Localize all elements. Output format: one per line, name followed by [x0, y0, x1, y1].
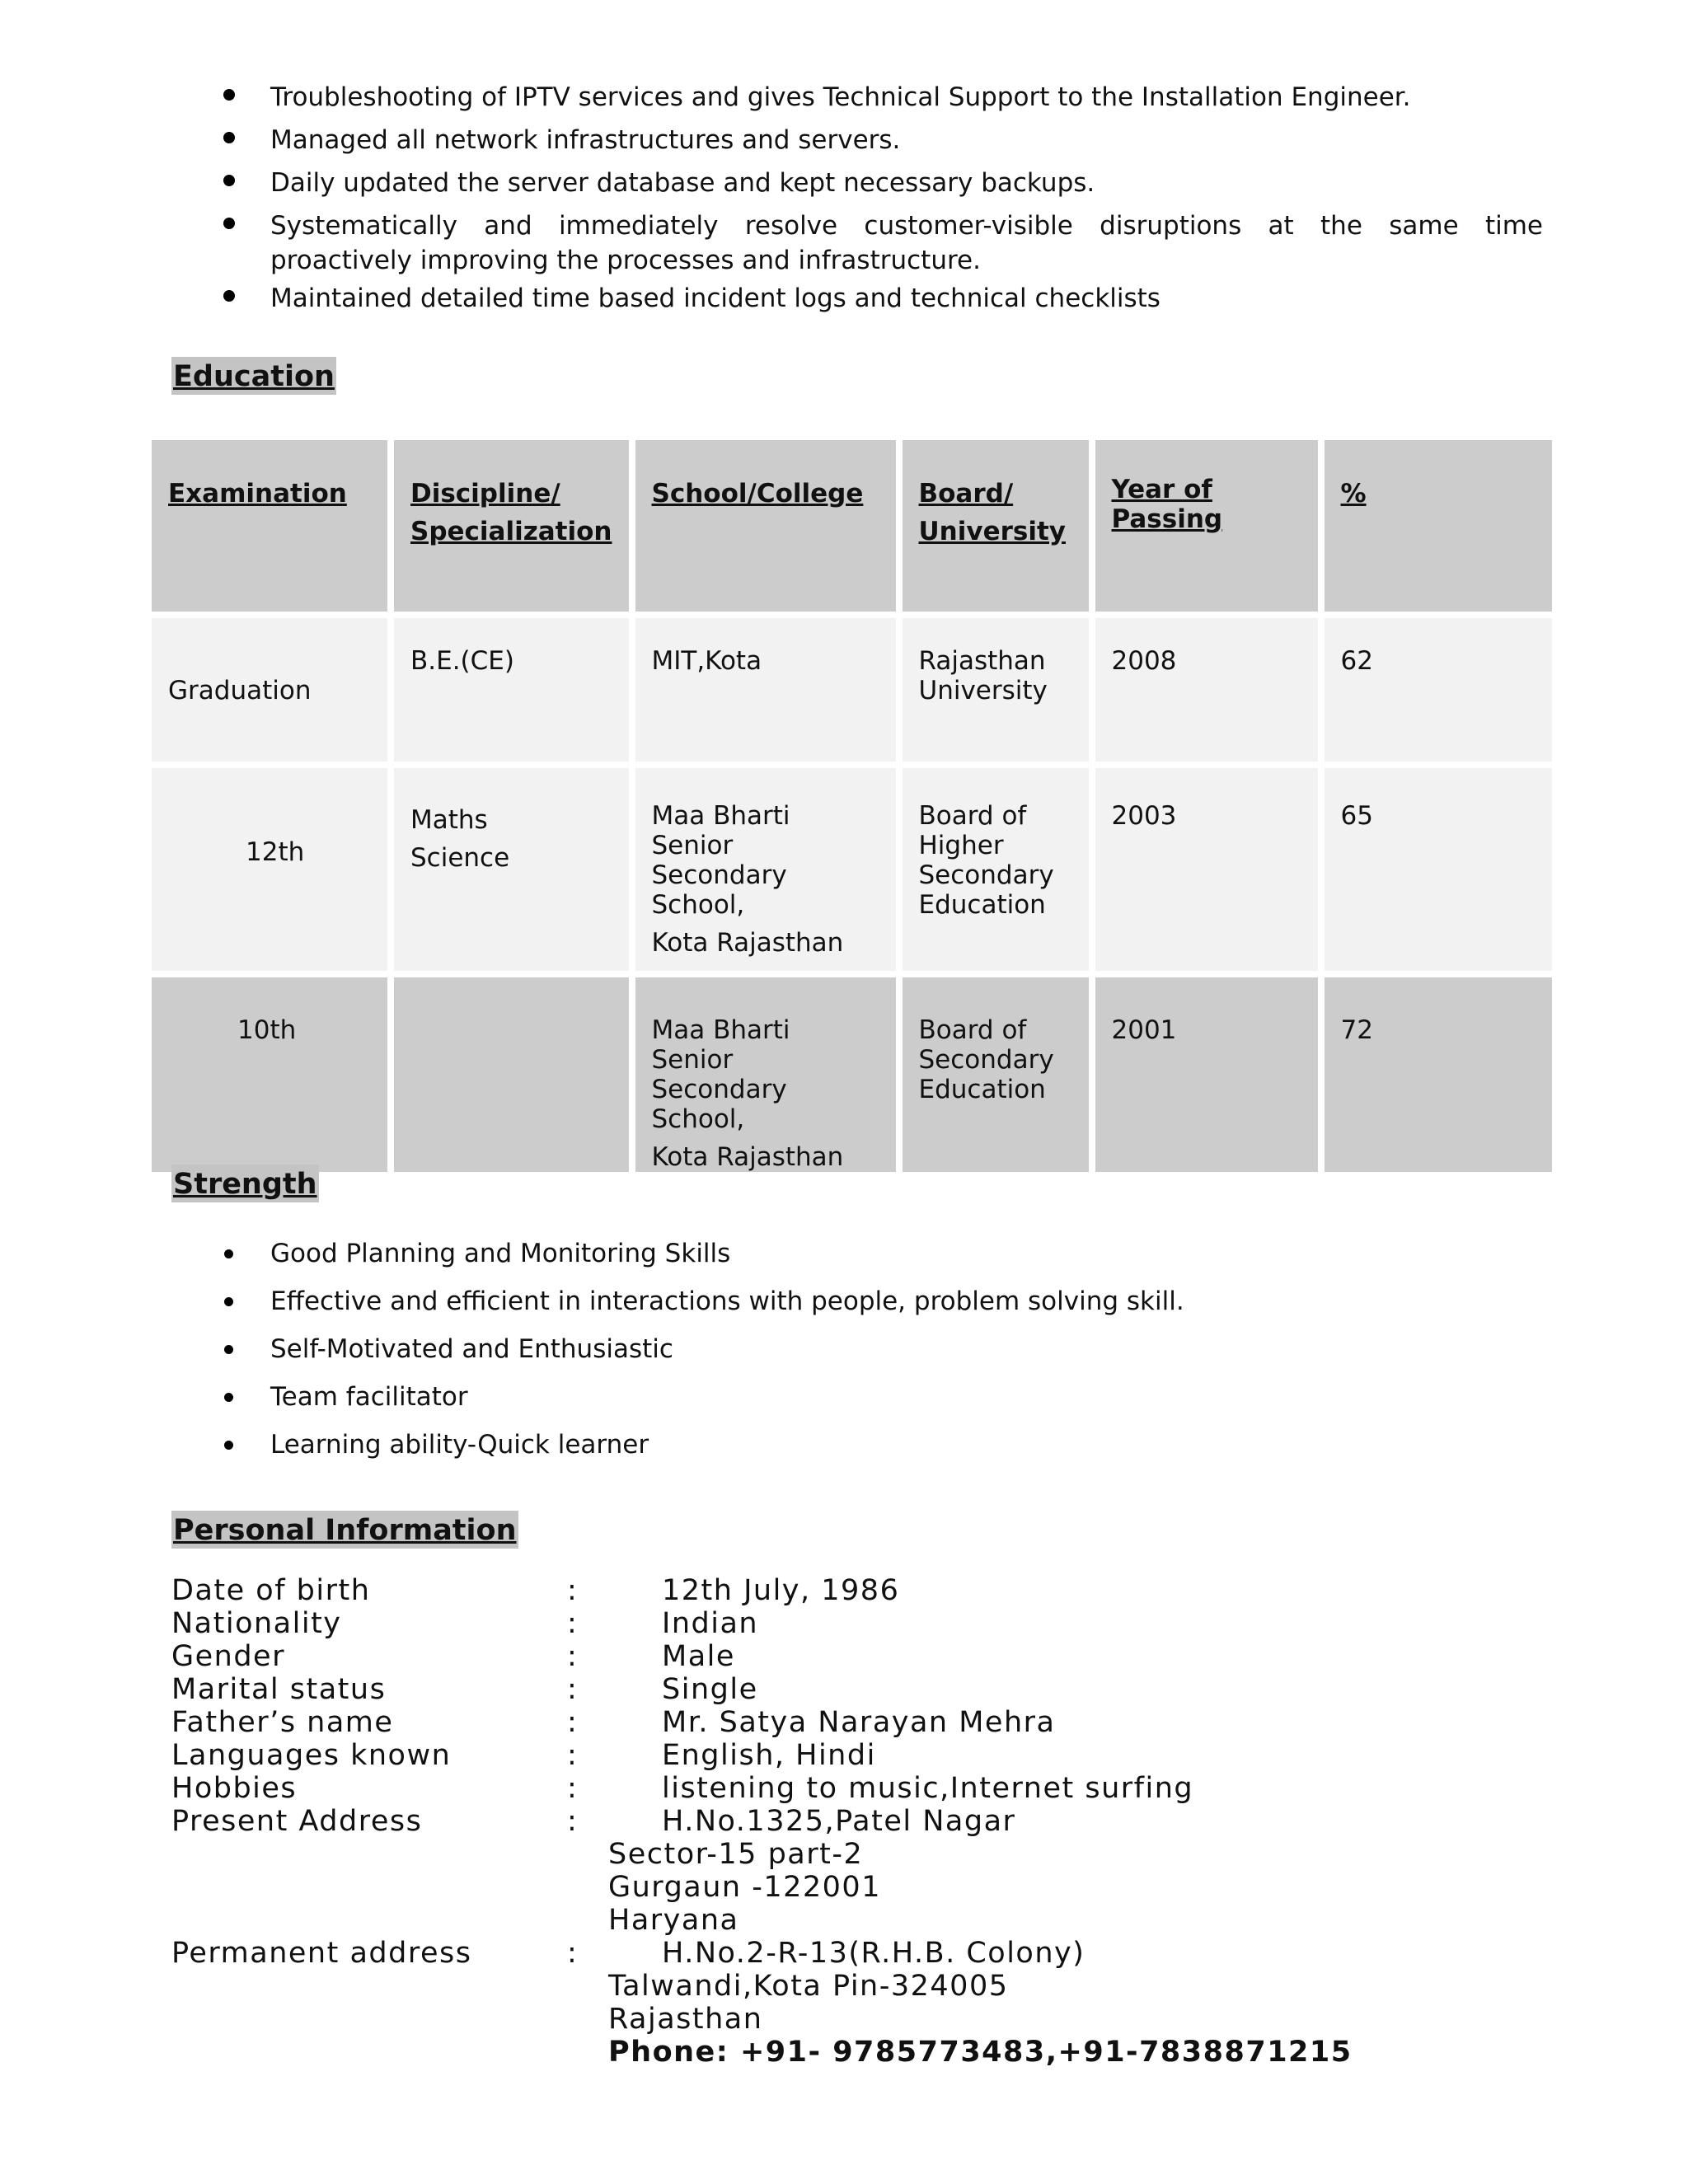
cell-board: Board of Higher Secondary Education: [903, 768, 1089, 971]
phone-number: Phone: +91- 9785773483,+91-7838871215: [608, 2036, 1353, 2069]
col-school: School/College: [635, 440, 896, 612]
col-percent: %: [1325, 440, 1552, 612]
col-examination: Examination: [152, 440, 387, 612]
table-row: [152, 618, 1552, 762]
cell-discipline: B.E.(CE): [394, 618, 629, 762]
cell-examination: 10th: [152, 977, 387, 1172]
table-row: [152, 768, 1552, 971]
list-item: Good Planning and Monitoring Skills: [0, 1236, 1543, 1271]
personal-row: Present Address : H.No.1325,Patel Nagar: [171, 1805, 1016, 1838]
strength-list: [0, 1236, 1543, 1475]
cell-examination: Graduation: [152, 618, 387, 762]
personal-info: [171, 1574, 1353, 2069]
cell-board: Board of Secondary Education: [903, 977, 1089, 1172]
list-item: Effective and efficient in interactions with people, problem solving skill.: [0, 1284, 1543, 1319]
personal-row: Hobbies : listening to music,Internet surfing: [171, 1772, 1194, 1805]
cell-board: Rajasthan University: [903, 618, 1089, 762]
list-item-line: Systematically and immediately resolve customer-visible disruptions at the same time: [270, 211, 1543, 241]
present-address-line: Gurgaun -122001: [608, 1871, 881, 1904]
cell-percent: 72: [1325, 977, 1552, 1172]
personal-row: Marital status : Single: [171, 1673, 758, 1706]
education-table: [145, 434, 1559, 1179]
list-item: [0, 209, 1543, 278]
permanent-address-line: Rajasthan: [608, 2003, 763, 2036]
col-year: Year of Passing: [1095, 440, 1318, 612]
present-address-line: Sector-15 part-2: [608, 1838, 864, 1871]
present-address-line: Haryana: [608, 1904, 739, 1937]
personal-row: Father’s name : Mr. Satya Narayan Mehra: [171, 1706, 1056, 1739]
strength-heading: Strength: [171, 1165, 319, 1202]
cell-percent: 62: [1325, 618, 1552, 762]
cell-year: 2003: [1095, 768, 1318, 971]
cell-year: 2001: [1095, 977, 1318, 1172]
list-item: Daily updated the server database and kept necessary backups.: [0, 166, 1543, 200]
cell-school: Maa Bharti Senior Secondary School, Kota Rajasthan: [635, 977, 896, 1172]
list-item: Learning ability-Quick learner: [0, 1427, 1543, 1462]
list-item: Self-Motivated and Enthusiastic: [0, 1332, 1543, 1366]
col-discipline: Discipline/ Specialization: [394, 440, 629, 612]
permanent-address-line: Talwandi,Kota Pin-324005: [608, 1970, 1009, 2003]
cell-school: Maa Bharti Senior Secondary School, Kota Rajasthan: [635, 768, 896, 971]
responsibilities-list: [0, 80, 1543, 324]
cell-year: 2008: [1095, 618, 1318, 762]
personal-row: Permanent address : H.No.2-R-13(R.H.B. Colony): [171, 1937, 1085, 1970]
personal-row: Nationality : Indian: [171, 1607, 759, 1640]
cell-examination: 12th: [152, 768, 387, 971]
table-row: [152, 977, 1552, 1172]
table-header-row: [152, 440, 1552, 612]
list-item: Maintained detailed time based incident logs and technical checklists: [0, 281, 1543, 316]
col-board: Board/ University: [903, 440, 1089, 612]
list-item: Team facilitator: [0, 1380, 1543, 1414]
personal-row: Languages known : English, Hindi: [171, 1739, 876, 1772]
list-item: Troubleshooting of IPTV services and gives Technical Support to the Installation Engineer.: [0, 80, 1543, 115]
personal-row: Date of birth : 12th July, 1986: [171, 1574, 900, 1607]
cell-discipline: [394, 977, 629, 1172]
list-item: Managed all network infrastructures and servers.: [0, 123, 1543, 157]
list-item-line: proactively improving the processes and infrastructure.: [270, 246, 981, 275]
education-heading: Education: [171, 357, 336, 395]
cell-discipline: Maths Science: [394, 768, 629, 971]
personal-info-heading: Personal Information: [171, 1511, 518, 1549]
cell-percent: 65: [1325, 768, 1552, 971]
personal-row: Gender : Male: [171, 1640, 735, 1673]
cell-school: MIT,Kota: [635, 618, 896, 762]
